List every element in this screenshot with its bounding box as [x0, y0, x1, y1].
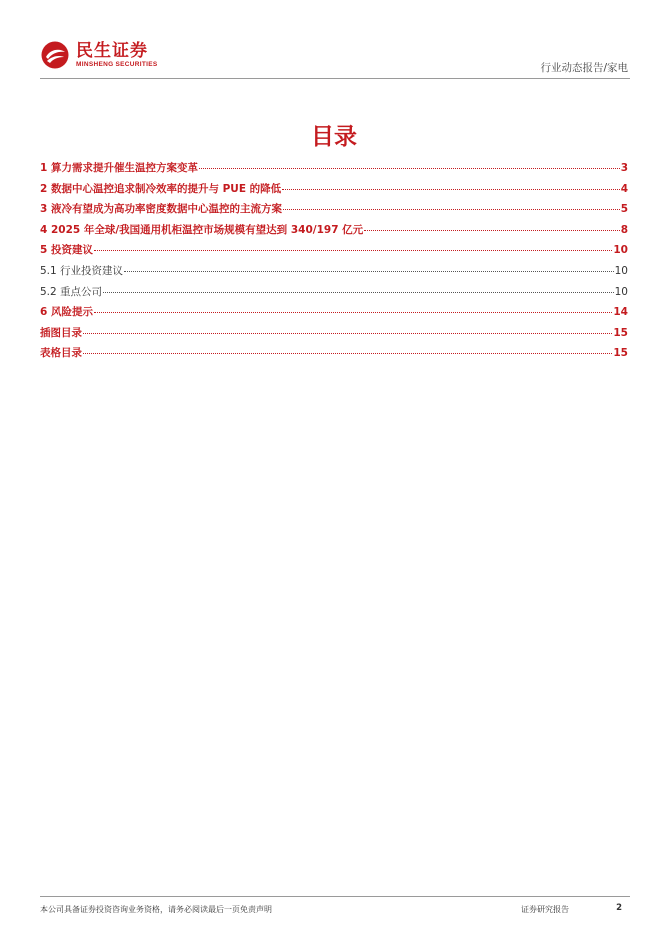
minsheng-logo-icon: [40, 40, 70, 70]
toc-leader-dots: [364, 229, 620, 231]
toc-entry-label: 5 投资建议: [40, 244, 93, 257]
toc-entry[interactable]: [40, 304, 628, 325]
document-type: 行业动态报告/家电: [540, 62, 628, 74]
toc-entry-page: 10: [614, 264, 628, 277]
toc-entry-label: 2 数据中心温控追求制冷效率的提升与 PUE 的降低: [40, 182, 282, 195]
toc-leader-dots: [283, 208, 620, 210]
toc-entry[interactable]: [40, 284, 628, 305]
toc-leader-dots: [94, 311, 612, 313]
toc-entry-page: 3: [620, 162, 628, 174]
toc-entry-page: 14: [613, 306, 628, 319]
toc-entry-label: 5.1 行业投资建议: [40, 264, 124, 277]
toc-entry[interactable]: [40, 345, 628, 366]
toc-entry-label: 5.2 重点公司: [40, 285, 103, 298]
brand-name-cn: 民生证券: [76, 40, 148, 61]
toc-entry-page: 15: [613, 326, 628, 339]
toc-entry-page: 15: [613, 347, 628, 360]
toc-leader-dots: [282, 188, 620, 190]
toc-entry[interactable]: [40, 201, 628, 222]
toc-title: 目录: [311, 124, 357, 150]
toc-entry-label: 4 2025 年全球/我国通用机柜温控市场规模有望达到 340/197 亿元: [40, 223, 364, 236]
brand-name-en: MINSHENG SECURITIES: [76, 60, 158, 68]
footer-divider: [40, 896, 630, 897]
toc-entry[interactable]: [40, 181, 628, 202]
page-number: 2: [616, 903, 622, 913]
toc-leader-dots: [103, 291, 614, 293]
toc-leader-dots: [124, 270, 614, 272]
toc-leader-dots: [199, 167, 620, 169]
brand-logo: [40, 38, 158, 72]
toc-entry-page: 10: [614, 285, 628, 298]
toc-entry-label: 6 风险提示: [40, 306, 93, 319]
toc-entry-page: 5: [620, 203, 628, 216]
toc-entry-page: 4: [620, 182, 628, 195]
footer-disclaimer: 本公司具备证券投资咨询业务资格，请务必阅读最后一页免责声明: [40, 905, 272, 914]
toc-entry[interactable]: [40, 222, 628, 243]
footer-report-type: 证券研究报告: [521, 905, 569, 914]
toc-leader-dots: [83, 352, 612, 354]
toc-entry-label: 3 液冷有望成为高功率密度数据中心温控的主流方案: [40, 203, 282, 216]
toc-leader-dots: [83, 332, 612, 334]
page-header: [40, 38, 628, 78]
toc-entry-page: 10: [613, 244, 628, 257]
toc-entry[interactable]: [40, 242, 628, 263]
toc-entry-label: 插图目录: [40, 326, 82, 339]
toc-entry[interactable]: [40, 325, 628, 346]
table-of-contents: [40, 160, 628, 366]
toc-entry-label: 表格目录: [40, 347, 82, 360]
toc-entry[interactable]: [40, 160, 628, 181]
toc-entry-page: 8: [620, 223, 628, 236]
toc-entry-label: 1 算力需求提升催生温控方案变革: [40, 162, 198, 174]
header-divider: [40, 78, 630, 79]
toc-leader-dots: [94, 249, 612, 251]
toc-entry[interactable]: [40, 263, 628, 284]
